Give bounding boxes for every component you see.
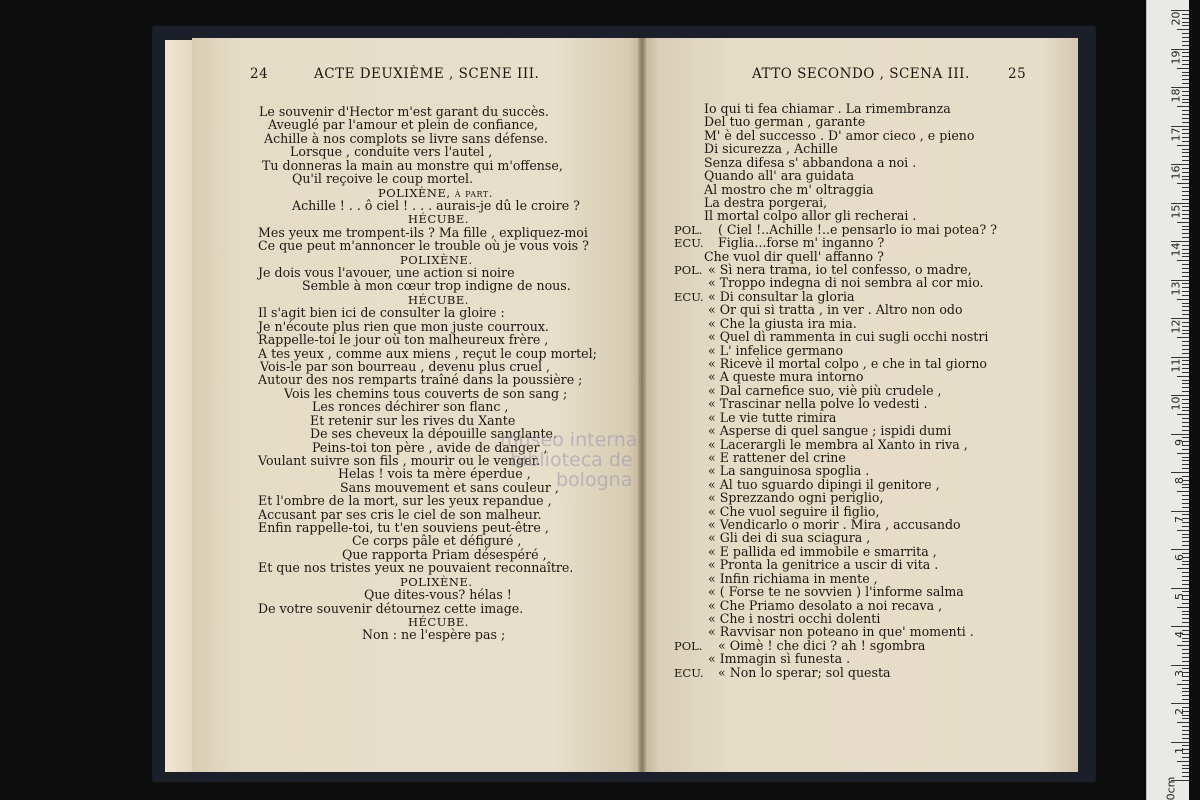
verse-line: « Dal carnefice suo, viè più crudele , bbox=[708, 382, 942, 398]
ruler-tick bbox=[1182, 37, 1189, 38]
ruler-tick bbox=[1182, 364, 1189, 365]
ruler-label: 11 bbox=[1169, 358, 1183, 372]
ruler-tick bbox=[1182, 460, 1189, 461]
ruler-tick bbox=[1182, 237, 1189, 238]
ruler-tick bbox=[1182, 99, 1189, 100]
ruler-tick bbox=[1182, 383, 1189, 384]
ruler-tick bbox=[1182, 649, 1189, 650]
ruler-tick bbox=[1177, 260, 1189, 261]
verse-line: « Oimè ! che dici ? ah ! sgombra bbox=[718, 637, 926, 653]
verse-line: Autour des nos remparts traîné dans la poussière ; bbox=[258, 372, 583, 388]
ruler-tick bbox=[1171, 280, 1189, 281]
verse-line: Al mostro che m' oltraggia bbox=[704, 181, 874, 197]
ruler-tick bbox=[1171, 703, 1189, 704]
ruler-tick bbox=[1182, 718, 1189, 719]
speaker-heading: HÉCUBE. bbox=[408, 212, 469, 227]
ruler-tick bbox=[1177, 376, 1189, 377]
ruler-tick bbox=[1182, 614, 1189, 615]
verse-line: « Che Priamo desolato a noi recava , bbox=[708, 597, 943, 613]
ruler-tick bbox=[1182, 399, 1189, 400]
verse-line: Et retenir sur les rives du Xante bbox=[310, 412, 516, 428]
ruler-label: 3 bbox=[1173, 669, 1186, 677]
ruler-tick bbox=[1182, 218, 1189, 219]
ruler-tick bbox=[1182, 303, 1189, 304]
ruler-tick bbox=[1182, 314, 1189, 315]
left-page bbox=[192, 38, 642, 772]
ruler-tick bbox=[1182, 410, 1189, 411]
ruler-tick bbox=[1182, 95, 1189, 96]
verse-line: « Sprezzando ogni periglio, bbox=[708, 490, 884, 506]
verse-line: « Immagin sì funesta . bbox=[708, 651, 851, 667]
verse-line: Qu'il reçoive le coup mortel. bbox=[292, 171, 474, 187]
verse-line: Que dites-vous? hélas ! bbox=[364, 587, 512, 603]
ruler-tick bbox=[1182, 33, 1189, 34]
ruler-label: 2 bbox=[1173, 708, 1186, 715]
verse-line: « Vendicarlo o morir . Mira , accusando bbox=[708, 517, 961, 533]
verse-line: Quando all' ara guidata bbox=[704, 168, 855, 184]
ruler-tick bbox=[1182, 699, 1189, 700]
speaker-label: ECU. bbox=[674, 236, 704, 251]
ruler-tick bbox=[1182, 372, 1189, 373]
verse-line: « Che la giusta ira mia. bbox=[708, 315, 857, 331]
verse-line: « Troppo indegna di noi sembra al cor mio. bbox=[708, 275, 984, 291]
verse-line: « ( Forse te ne sovvien ) l'informe salma bbox=[708, 584, 964, 600]
ruler-tick bbox=[1177, 68, 1189, 69]
speaker-heading: HÉCUBE. bbox=[408, 614, 469, 629]
ruler-tick bbox=[1177, 684, 1189, 685]
verse-line: Tu donneras la main au monstre qui m'offense, bbox=[262, 157, 563, 173]
ruler-tick bbox=[1182, 264, 1189, 265]
verse-line: Il s'agit bien ici de consulter la gloire : bbox=[258, 305, 505, 321]
ruler-tick bbox=[1182, 738, 1189, 739]
ruler-label: 1 bbox=[1173, 746, 1186, 754]
left-page-number: 24 bbox=[250, 66, 269, 82]
ruler-tick bbox=[1182, 283, 1189, 284]
ruler-tick bbox=[1182, 680, 1189, 681]
ruler-tick bbox=[1182, 422, 1189, 423]
speaker-heading: POLIXÈNE. bbox=[400, 252, 473, 267]
ruler-label: 10 bbox=[1169, 396, 1183, 411]
ruler-tick bbox=[1171, 511, 1189, 512]
ruler-tick bbox=[1171, 665, 1189, 666]
ruler-label: 14 bbox=[1169, 242, 1183, 257]
ruler-tick bbox=[1182, 60, 1189, 61]
ruler-tick bbox=[1182, 91, 1189, 92]
ruler-tick bbox=[1182, 341, 1189, 342]
verse-line: Peins-toi ton père , avide de danger , bbox=[312, 439, 548, 455]
verse-line: « Or qui si tratta , in ver . Altro non odo bbox=[708, 302, 963, 318]
ruler-tick bbox=[1182, 688, 1189, 689]
ruler-tick bbox=[1182, 268, 1189, 269]
verse-line: « L' infelice germano bbox=[708, 342, 844, 358]
verse-line: Lorsque , conduite vers l'autel , bbox=[290, 144, 493, 160]
ruler-tick bbox=[1182, 249, 1189, 250]
ruler-tick bbox=[1182, 229, 1189, 230]
ruler-tick bbox=[1182, 214, 1189, 215]
ruler-tick bbox=[1182, 310, 1189, 311]
watermark bbox=[500, 430, 637, 490]
ruler-tick bbox=[1182, 537, 1189, 538]
verse-line: Figlia...forse m' inganno ? bbox=[718, 235, 885, 251]
verse-line: Del tuo german , garante bbox=[704, 114, 866, 130]
ruler-tick bbox=[1171, 626, 1189, 627]
ruler-tick bbox=[1182, 256, 1189, 257]
ruler-tick bbox=[1182, 503, 1189, 504]
ruler-tick bbox=[1182, 199, 1189, 200]
ruler-tick bbox=[1182, 534, 1189, 535]
verse-line: La destra porgerai, bbox=[704, 194, 828, 210]
ruler-tick bbox=[1182, 72, 1189, 73]
ruler-tick bbox=[1182, 349, 1189, 350]
verse-line: Je dois vous l'avouer, une action si noire bbox=[258, 265, 515, 281]
ruler-tick bbox=[1177, 645, 1189, 646]
verse-line: Rappelle-toi le jour où ton malheureux frère , bbox=[258, 332, 549, 348]
watermark-line: biblioteca de bbox=[510, 449, 633, 471]
ruler-tick bbox=[1182, 210, 1189, 211]
verse-line: Senza difesa s' abbandona a noi . bbox=[704, 154, 917, 170]
verse-line: Mes yeux me trompent-ils ? Ma fille , expliquez-moi bbox=[258, 224, 588, 240]
ruler-tick bbox=[1182, 168, 1189, 169]
book-gutter bbox=[638, 38, 646, 772]
ruler-tick bbox=[1177, 530, 1189, 531]
verse-line: Achille à nos complots se livre sans défense. bbox=[264, 130, 549, 146]
measuring-ruler bbox=[1146, 0, 1189, 800]
ruler-tick bbox=[1177, 222, 1189, 223]
watermark-line: bologna bbox=[556, 469, 633, 491]
verse-line: Helas ! vois ta mère éperdue , bbox=[338, 466, 531, 482]
verse-line: « Gli dei di sua sciagura , bbox=[708, 530, 871, 546]
ruler-tick bbox=[1182, 691, 1189, 692]
speaker-label: ECU. bbox=[674, 289, 704, 304]
ruler-label: 15 bbox=[1169, 204, 1183, 218]
ruler-tick bbox=[1182, 276, 1189, 277]
verse-line: « Asperse di quel sangue ; ispidi dumi bbox=[708, 423, 952, 439]
verse-line: « E pallida ed immobile e smarrita , bbox=[708, 543, 937, 559]
verse-line: A tes yeux , comme aux miens , reçut le coup mortel; bbox=[258, 345, 597, 361]
ruler-tick bbox=[1177, 337, 1189, 338]
ruler-tick bbox=[1182, 730, 1189, 731]
ruler-tick bbox=[1182, 245, 1189, 246]
ruler-label: 17 bbox=[1169, 127, 1183, 141]
verse-line: Sans mouvement et sans couleur , bbox=[340, 479, 559, 495]
ruler-tick bbox=[1182, 611, 1189, 612]
verse-line: « La sanguinosa spoglia . bbox=[708, 463, 870, 479]
ruler-tick bbox=[1182, 641, 1189, 642]
speaker-heading: HÉCUBE. bbox=[408, 292, 469, 307]
ruler-tick bbox=[1182, 726, 1189, 727]
verse-line: De ses cheveux la dépouille sanglante. bbox=[310, 426, 557, 442]
ruler-tick bbox=[1182, 187, 1189, 188]
ruler-tick bbox=[1182, 45, 1189, 46]
ruler-tick bbox=[1171, 203, 1189, 204]
ruler-tick bbox=[1182, 129, 1189, 130]
ruler-tick bbox=[1182, 768, 1189, 769]
verse-line: Vois-le par son bourreau , devenu plus cruel , bbox=[260, 358, 551, 374]
ruler-tick bbox=[1171, 357, 1189, 358]
ruler-label: 16 bbox=[1169, 165, 1183, 180]
verse-line: « Che i nostri occhi dolenti bbox=[708, 610, 881, 626]
verse-line: « E rattener del crine bbox=[708, 449, 846, 465]
ruler-tick bbox=[1171, 126, 1189, 127]
verse-line: « Infin richiama in mente , bbox=[708, 570, 878, 586]
ruler-tick bbox=[1182, 14, 1189, 15]
verse-line: Io qui ti fea chiamar . La rimembranza bbox=[704, 101, 951, 116]
ruler-tick bbox=[1182, 368, 1189, 369]
verse-line: Semble à mon cœur trop indigne de nous. bbox=[302, 278, 571, 294]
verse-line: Non : ne l'espère pas ; bbox=[362, 627, 506, 643]
ruler-tick bbox=[1182, 141, 1189, 142]
ruler-tick bbox=[1177, 568, 1189, 569]
ruler-tick bbox=[1171, 49, 1189, 50]
verse-line: Que rapporta Priam désespéré , bbox=[342, 546, 547, 562]
ruler-tick bbox=[1182, 380, 1189, 381]
ruler-tick bbox=[1182, 541, 1189, 542]
ruler-tick bbox=[1182, 653, 1189, 654]
speaker-heading: POLIXÈNE, à part. bbox=[378, 185, 493, 200]
ruler-tick bbox=[1182, 18, 1189, 19]
verse-line: Ce corps pâle et défiguré , bbox=[352, 533, 522, 549]
verse-line: Voulant suivre son fils , mourir ou le venger. bbox=[258, 452, 541, 468]
ruler-tick bbox=[1182, 407, 1189, 408]
ruler-tick bbox=[1182, 56, 1189, 57]
ruler-tick bbox=[1182, 495, 1189, 496]
ruler-tick bbox=[1182, 291, 1189, 292]
ruler-tick bbox=[1182, 52, 1189, 53]
ruler-tick bbox=[1182, 564, 1189, 565]
ruler-tick bbox=[1182, 152, 1189, 153]
verse-line: Je n'écoute plus rien que mon juste courroux. bbox=[258, 318, 549, 334]
ruler-tick bbox=[1182, 133, 1189, 134]
ruler-tick bbox=[1182, 499, 1189, 500]
ruler-label: 19 bbox=[1169, 50, 1183, 64]
ruler-tick bbox=[1177, 29, 1189, 30]
verse-line: Accusant par ses cris le ciel de son malheur. bbox=[258, 506, 542, 522]
ruler-tick bbox=[1182, 233, 1189, 234]
ruler-tick bbox=[1182, 765, 1189, 766]
ruler-tick bbox=[1182, 457, 1189, 458]
ruler-tick bbox=[1171, 434, 1189, 435]
ruler-tick bbox=[1182, 64, 1189, 65]
ruler-tick bbox=[1182, 191, 1189, 192]
ruler-tick bbox=[1182, 618, 1189, 619]
ruler-tick bbox=[1182, 576, 1189, 577]
ruler-tick bbox=[1182, 426, 1189, 427]
ruler-tick bbox=[1182, 322, 1189, 323]
ruler-tick bbox=[1182, 330, 1189, 331]
verse-line: Enfin rappelle-toi, tu t'en souviens peut-être , bbox=[258, 520, 549, 536]
ruler-tick bbox=[1182, 657, 1189, 658]
right-page-header: ATTO SECONDO , SCENA III. bbox=[752, 66, 970, 82]
verse-line: Vois les chemins tous couverts de son sang ; bbox=[284, 385, 568, 401]
verse-line: « Non lo sperar; sol questa bbox=[718, 664, 891, 680]
ruler-label: 18 bbox=[1169, 88, 1183, 103]
ruler-tick bbox=[1182, 430, 1189, 431]
verse-line: Et l'ombre de la mort, sur les yeux repandue , bbox=[258, 493, 552, 509]
ruler-tick bbox=[1182, 326, 1189, 327]
ruler-tick bbox=[1182, 403, 1189, 404]
verse-line: Di sicurezza , Achille bbox=[704, 141, 838, 157]
speaker-heading: POLIXÈNE. bbox=[400, 574, 473, 589]
ruler-tick bbox=[1182, 118, 1189, 119]
ruler-tick bbox=[1182, 507, 1189, 508]
ruler-tick bbox=[1182, 734, 1189, 735]
right-page-number: 25 bbox=[1008, 66, 1027, 82]
ruler-tick bbox=[1182, 580, 1189, 581]
ruler-tick bbox=[1182, 661, 1189, 662]
ruler-label: 12 bbox=[1169, 319, 1183, 334]
ruler-tick bbox=[1182, 195, 1189, 196]
ruler-tick bbox=[1182, 22, 1189, 23]
ruler-tick bbox=[1182, 695, 1189, 696]
ruler-tick bbox=[1182, 464, 1189, 465]
ruler-tick bbox=[1182, 75, 1189, 76]
speaker-label: POL. bbox=[674, 222, 703, 237]
ruler-tick bbox=[1182, 526, 1189, 527]
verse-line: Che vuol dir quell' affanno ? bbox=[704, 248, 884, 264]
ruler-tick bbox=[1182, 149, 1189, 150]
ruler-tick bbox=[1182, 156, 1189, 157]
ruler-tick bbox=[1182, 776, 1189, 777]
ruler-tick bbox=[1182, 83, 1189, 84]
verse-line: « Di consultar la gloria bbox=[708, 288, 855, 304]
verse-line: « Le vie tutte rimira bbox=[708, 409, 837, 425]
ruler-tick bbox=[1182, 449, 1189, 450]
ruler-tick bbox=[1182, 545, 1189, 546]
watermark-line: museo interna bbox=[500, 429, 638, 451]
right-page bbox=[642, 38, 1078, 772]
verse-line: Il mortal colpo allor gli recherai . bbox=[704, 208, 917, 224]
ruler-tick bbox=[1177, 491, 1189, 492]
ruler-tick bbox=[1182, 360, 1189, 361]
ruler-tick bbox=[1182, 306, 1189, 307]
ruler-tick bbox=[1182, 487, 1189, 488]
ruler-tick bbox=[1177, 414, 1189, 415]
speaker-label: ECU. bbox=[674, 665, 704, 680]
verse-line: Le souvenir d'Hector m'est garant du succès. bbox=[259, 104, 549, 119]
verse-line: Aveuglé par l'amour et plein de confiance, bbox=[268, 117, 539, 133]
ruler-tick bbox=[1177, 722, 1189, 723]
verse-line: « Ravvisar non poteano in que' momenti . bbox=[708, 624, 974, 640]
ruler-tick bbox=[1182, 345, 1189, 346]
ruler-tick bbox=[1182, 391, 1189, 392]
verse-line: « Pronta la genitrice a uscir di vita . bbox=[708, 557, 939, 573]
ruler-tick bbox=[1177, 299, 1189, 300]
ruler-tick bbox=[1182, 468, 1189, 469]
ruler-label: 20 bbox=[1169, 11, 1183, 26]
ruler-tick bbox=[1171, 549, 1189, 550]
ruler-tick bbox=[1171, 742, 1189, 743]
verse-line: Les ronces déchirer son flanc , bbox=[312, 399, 509, 415]
ruler-tick bbox=[1182, 176, 1189, 177]
ruler-tick bbox=[1182, 333, 1189, 334]
ruler-tick bbox=[1182, 25, 1189, 26]
verse-line: ( Ciel !..Achille !..e pensarlo io mai potea? ? bbox=[718, 221, 997, 237]
ruler-tick bbox=[1182, 584, 1189, 585]
ruler-label: 8 bbox=[1173, 477, 1186, 484]
ruler-tick bbox=[1182, 122, 1189, 123]
ruler-tick bbox=[1171, 588, 1189, 589]
ruler-tick bbox=[1182, 114, 1189, 115]
ruler-label: 7 bbox=[1173, 515, 1186, 523]
ruler-tick bbox=[1182, 179, 1189, 180]
ruler-label: 13 bbox=[1169, 281, 1183, 295]
ruler-tick bbox=[1182, 622, 1189, 623]
ruler-label: 6 bbox=[1173, 554, 1186, 561]
verse-line: « Sì nera trama, io tel confesso, o madre, bbox=[708, 262, 972, 278]
ruler-tick bbox=[1171, 472, 1189, 473]
ruler-tick bbox=[1182, 295, 1189, 296]
verse-line: Ce que peut m'annoncer le trouble où je vous vois ? bbox=[258, 238, 589, 254]
verse-line: « A queste mura intorno bbox=[708, 369, 864, 385]
ruler-tick bbox=[1182, 137, 1189, 138]
ruler-tick bbox=[1182, 41, 1189, 42]
ruler-tick bbox=[1177, 453, 1189, 454]
ruler-tick bbox=[1177, 183, 1189, 184]
verse-line: De votre souvenir détournez cette image. bbox=[258, 600, 524, 616]
verse-line: Achille ! . . ô ciel ! . . . aurais-je dû le croire ? bbox=[292, 197, 580, 213]
ruler-tick bbox=[1182, 572, 1189, 573]
ruler-tick bbox=[1182, 418, 1189, 419]
verse-line: « Ricevè il mortal colpo , e che in tal giorno bbox=[708, 355, 988, 371]
ruler-tick bbox=[1182, 757, 1189, 758]
ruler-tick bbox=[1182, 387, 1189, 388]
ruler-tick bbox=[1182, 272, 1189, 273]
verse-line: « Al tuo sguardo dipingi il genitore , bbox=[708, 476, 940, 492]
ruler-tick bbox=[1182, 353, 1189, 354]
ruler-tick bbox=[1182, 172, 1189, 173]
ruler-tick bbox=[1182, 603, 1189, 604]
verse-line: « Quel dì rammenta in cui sugli occhi nostri bbox=[708, 329, 989, 345]
ruler-tick bbox=[1177, 607, 1189, 608]
verse-line: « Lacerargli le membra al Xanto in riva , bbox=[708, 436, 968, 452]
ruler-tick bbox=[1182, 79, 1189, 80]
ruler-tick bbox=[1182, 102, 1189, 103]
ruler-tick bbox=[1177, 145, 1189, 146]
verse-line: « Trascinar nella polve lo vedesti . bbox=[708, 396, 928, 412]
verse-line: « Che vuol seguire il figlio, bbox=[708, 503, 880, 519]
ruler-tick bbox=[1177, 761, 1189, 762]
ruler-tick bbox=[1177, 106, 1189, 107]
verse-line: M' è del successo . D' amor cieco , e pieno bbox=[704, 127, 975, 143]
ruler-label: 9 bbox=[1173, 438, 1186, 446]
ruler-tick bbox=[1182, 160, 1189, 161]
ruler-tick bbox=[1182, 226, 1189, 227]
ruler-tick bbox=[1182, 110, 1189, 111]
verse-line: Et que nos tristes yeux ne pouvaient reconnaître. bbox=[258, 560, 574, 576]
ruler-label: 5 bbox=[1173, 592, 1186, 600]
ruler-tick bbox=[1182, 772, 1189, 773]
speaker-label: POL. bbox=[674, 263, 703, 278]
ruler-label: 0cm bbox=[1164, 776, 1178, 800]
speaker-label: POL. bbox=[674, 638, 703, 653]
ruler-tick bbox=[1182, 206, 1189, 207]
ruler-tick bbox=[1182, 287, 1189, 288]
ruler-tick bbox=[1182, 253, 1189, 254]
ruler-label: 4 bbox=[1173, 631, 1186, 638]
left-page-header: ACTE DEUXIÈME , SCENE III. bbox=[314, 66, 540, 82]
